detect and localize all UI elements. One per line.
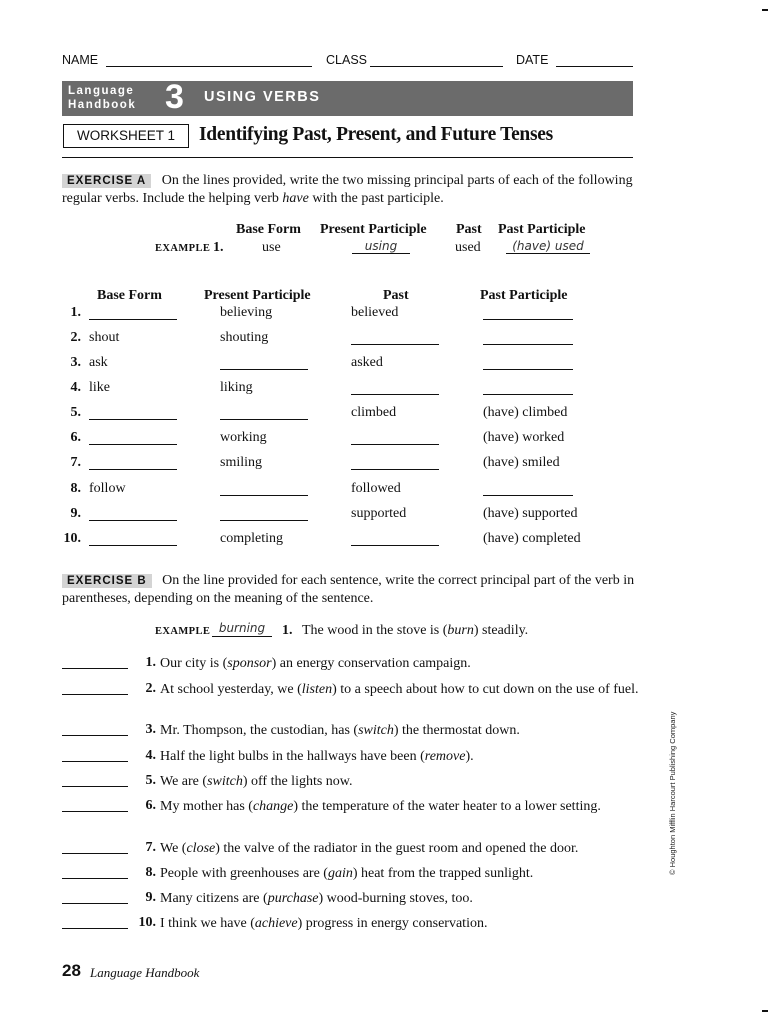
example-header-pp: Past Participle — [498, 222, 586, 237]
answer-blank-past[interactable] — [351, 457, 439, 470]
sentence-post: ). — [465, 749, 474, 764]
cell-present: shouting — [220, 330, 269, 345]
cell-past: followed — [351, 481, 401, 496]
cell-present: working — [220, 430, 267, 445]
sentence-post: ) wood-burning stoves, too. — [318, 891, 473, 906]
answer-blank-pp[interactable] — [483, 483, 573, 496]
sentence-text — [160, 915, 650, 932]
answer-blank-past[interactable] — [351, 533, 439, 546]
book-label-line1: Language — [68, 85, 135, 97]
answer-blank[interactable] — [62, 774, 128, 787]
worksheet-label: WORKSHEET 1 — [63, 124, 189, 148]
sentence-text — [160, 722, 650, 739]
edge-mark-top — [762, 9, 768, 11]
sentence-pre: I think we have ( — [160, 916, 255, 931]
sentence-text — [160, 655, 650, 672]
sentence-post: ) progress in energy conservation. — [297, 916, 488, 931]
sentence-text — [160, 773, 650, 790]
answer-blank-base[interactable] — [89, 432, 177, 445]
sentence-verb: sponsor — [227, 656, 272, 671]
cell-pp: (have) smiled — [483, 455, 560, 470]
sentence-verb: achieve — [254, 916, 298, 931]
sentence-post: ) to a speech about how to cut down on the use of fuel. — [332, 682, 639, 697]
answer-blank-pp[interactable] — [483, 357, 573, 370]
sentence-pre: At school yesterday, we ( — [160, 682, 302, 697]
answer-blank-present[interactable] — [220, 508, 308, 521]
sentence-post: ) the thermostat down. — [393, 723, 520, 738]
sentence-verb: change — [252, 799, 294, 814]
answer-blank-pp[interactable] — [483, 307, 573, 320]
cell-present: believing — [220, 305, 273, 320]
cell-pp: (have) completed — [483, 531, 581, 546]
instructions-text: On the lines provided, write the two missing principal parts of each of the following regular verbs. Include the helping verb — [62, 173, 633, 206]
example-pp-text: (have) used — [512, 239, 584, 253]
example-past: used — [455, 240, 481, 255]
answer-blank-base[interactable] — [89, 508, 177, 521]
header-base-form: Base Form — [97, 288, 162, 303]
answer-blank-pp[interactable] — [483, 382, 573, 395]
answer-blank[interactable] — [62, 656, 128, 669]
answer-blank[interactable] — [62, 841, 128, 854]
cell-base: like — [89, 380, 110, 395]
sentence-number: 4. — [145, 748, 156, 763]
cell-pp: (have) worked — [483, 430, 565, 445]
exercise-b-example-label: EXAMPLE — [155, 626, 211, 637]
sentence-post: ) off the lights now. — [242, 774, 353, 789]
cell-past: believed — [351, 305, 399, 320]
sentence-verb: listen — [301, 682, 333, 697]
answer-blank[interactable] — [62, 916, 128, 929]
sentence-verb: switch — [207, 774, 243, 789]
cell-pp: (have) climbed — [483, 405, 568, 420]
cell-present: smiling — [220, 455, 263, 470]
header-past-participle: Past Participle — [480, 288, 568, 303]
sentence-post: ) steadily. — [473, 623, 529, 638]
row-number: 5. — [70, 405, 81, 420]
exercise-b-example-answer-text: burning — [218, 621, 266, 635]
sentence-text — [160, 865, 650, 882]
row-number: 8. — [70, 481, 81, 496]
worksheet-title: Identifying Past, Present, and Future Tenses — [199, 124, 553, 145]
row-number: 9. — [70, 506, 81, 521]
answer-blank-base[interactable] — [89, 407, 177, 420]
example-base: use — [262, 240, 281, 255]
book-name: Language Handbook — [90, 965, 200, 980]
sentence-text — [160, 890, 650, 907]
row-number: 2. — [70, 330, 81, 345]
example-label: EXAMPLE — [155, 243, 211, 254]
sentence-pre: Many citizens are ( — [160, 891, 268, 906]
book-label-line2: Handbook — [68, 99, 137, 111]
answer-blank-present[interactable] — [220, 407, 308, 420]
cell-past: climbed — [351, 405, 397, 420]
sentence-number: 5. — [145, 773, 156, 788]
sentence-verb: purchase — [267, 891, 319, 906]
answer-blank-past[interactable] — [351, 332, 439, 345]
sentence-post: ) an energy conservation campaign. — [271, 656, 471, 671]
answer-blank[interactable] — [62, 866, 128, 879]
sentence-post: ) heat from the trapped sunlight. — [352, 866, 534, 881]
answer-blank-base[interactable] — [89, 307, 177, 320]
row-number: 4. — [70, 380, 81, 395]
cell-base: ask — [89, 355, 108, 370]
exercise-a-tag: EXERCISE A — [62, 174, 151, 188]
sentence-number: 2. — [145, 681, 156, 696]
sentence-text — [160, 798, 650, 815]
answer-blank-base[interactable] — [89, 457, 177, 470]
row-number: 6. — [70, 430, 81, 445]
sentence-verb: switch — [358, 723, 394, 738]
edge-mark-bottom — [762, 1010, 768, 1012]
answer-blank[interactable] — [62, 891, 128, 904]
example-pp-answer — [506, 239, 590, 254]
sentence-post: ) the temperature of the water heater to a lower setting. — [293, 799, 601, 814]
example-header-present: Present Participle — [320, 222, 427, 237]
answer-blank-pp[interactable] — [483, 332, 573, 345]
exercise-b-text: On the line provided for each sentence, write the correct principal part of the verb in parentheses, depending on the meaning of the sentence. — [62, 573, 635, 606]
sentence-text — [160, 840, 650, 857]
sentence-number: 8. — [145, 865, 156, 880]
sentence-pre: Mr. Thompson, the custodian, has ( — [160, 723, 359, 738]
date-label: DATE — [516, 53, 549, 67]
answer-blank-past[interactable] — [351, 432, 439, 445]
answer-blank-base[interactable] — [89, 533, 177, 546]
exercise-b-example-number: 1. — [282, 623, 293, 638]
row-number: 1. — [70, 305, 81, 320]
row-number: 7. — [70, 455, 81, 470]
sentence-verb: gain — [327, 866, 353, 881]
cell-past: supported — [351, 506, 407, 521]
sentence-pre: We are ( — [160, 774, 208, 789]
header-past: Past — [383, 288, 409, 303]
sentence-pre: We ( — [160, 841, 187, 856]
name-field[interactable] — [106, 66, 312, 67]
example-header-past: Past — [456, 222, 482, 237]
answer-blank[interactable] — [62, 723, 128, 736]
cell-past: asked — [351, 355, 383, 370]
chapter-number: 3 — [165, 78, 184, 116]
class-field[interactable] — [370, 66, 503, 67]
book-label — [68, 84, 136, 112]
cell-present: liking — [220, 380, 253, 395]
copyright-note: © Houghton Mifflin Harcourt Publishing Company — [668, 711, 677, 875]
answer-blank-present[interactable] — [220, 357, 308, 370]
cell-pp: (have) supported — [483, 506, 578, 521]
row-number: 10. — [63, 531, 81, 546]
chapter-banner — [62, 78, 633, 116]
sentence-pre: My mother has ( — [160, 799, 253, 814]
answer-blank-present[interactable] — [220, 483, 308, 496]
sentence-text — [160, 681, 650, 698]
title-divider — [62, 157, 633, 158]
example-present-text: using — [364, 239, 398, 253]
exercise-b-example-answer — [212, 621, 272, 637]
sentence-number: 9. — [145, 890, 156, 905]
cell-base: follow — [89, 481, 126, 496]
exercise-b-instructions — [62, 572, 642, 607]
exercise-b-tag: EXERCISE B — [62, 574, 152, 588]
sentence-pre: Half the light bulbs in the hallways have been ( — [160, 749, 425, 764]
answer-blank-past[interactable] — [351, 382, 439, 395]
exercise-b-example-sentence — [302, 623, 528, 639]
cell-present: completing — [220, 531, 283, 546]
sentence-number: 3. — [145, 722, 156, 737]
sentence-post: ) the valve of the radiator in the guest room and opened the door. — [215, 841, 579, 856]
sentence-pre: The wood in the stove is ( — [302, 623, 448, 638]
class-label: CLASS — [326, 53, 367, 67]
sentence-pre: Our city is ( — [160, 656, 228, 671]
name-label: NAME — [62, 53, 99, 67]
sentence-text — [160, 748, 650, 765]
sentence-number: 6. — [145, 798, 156, 813]
example-present-answer — [352, 239, 410, 254]
header-present-participle: Present Participle — [204, 288, 311, 303]
sentence-pre: People with greenhouses are ( — [160, 866, 328, 881]
exercise-a-instructions — [62, 172, 642, 207]
answer-blank[interactable] — [62, 682, 128, 695]
instructions-emphasis: have — [282, 191, 309, 206]
sentence-number: 1. — [145, 655, 156, 670]
cell-base: shout — [89, 330, 120, 345]
date-field[interactable] — [556, 66, 633, 67]
chapter-title: USING VERBS — [204, 89, 321, 105]
sentence-verb: remove — [424, 749, 466, 764]
answer-blank[interactable] — [62, 799, 128, 812]
sentence-verb: close — [186, 841, 216, 856]
example-header-base: Base Form — [236, 222, 301, 237]
row-number: 3. — [70, 355, 81, 370]
answer-blank[interactable] — [62, 749, 128, 762]
page-number: 28 — [62, 961, 81, 980]
sentence-number: 10. — [138, 915, 156, 930]
example-number: 1. — [213, 240, 224, 255]
sentence-number: 7. — [145, 840, 156, 855]
instructions-text-end: with the past participle. — [308, 191, 444, 206]
sentence-verb: burn — [447, 623, 474, 638]
